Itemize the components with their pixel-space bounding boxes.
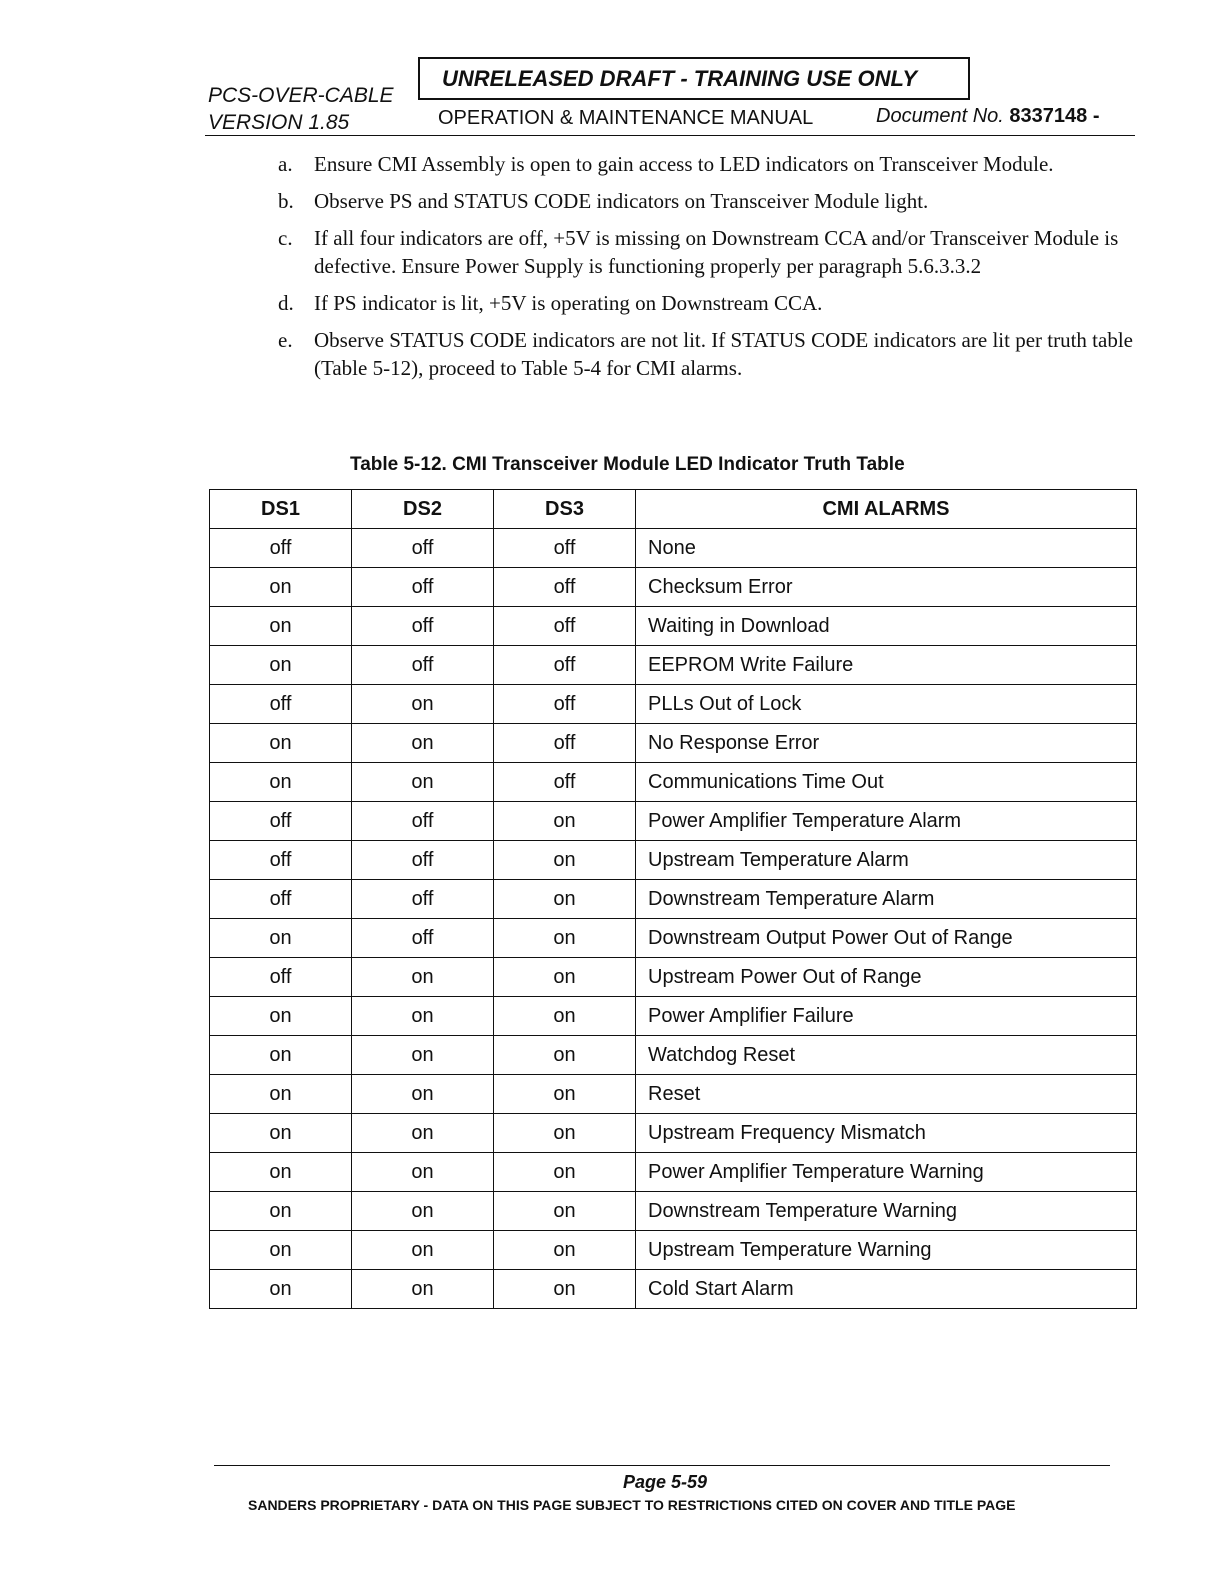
ds2-cell: on bbox=[352, 685, 494, 724]
ds2-cell: on bbox=[352, 1153, 494, 1192]
alarm-cell: Downstream Temperature Alarm bbox=[636, 880, 1137, 919]
ds2-cell: off bbox=[352, 646, 494, 685]
header-divider bbox=[205, 135, 1135, 136]
ds1-cell: off bbox=[210, 880, 352, 919]
ds2-cell: on bbox=[352, 1114, 494, 1153]
ds1-cell: off bbox=[210, 685, 352, 724]
ds3-cell: on bbox=[494, 1270, 636, 1309]
table-row bbox=[210, 1192, 1137, 1231]
ds3-cell: on bbox=[494, 1153, 636, 1192]
document-number-value: 8337148 - bbox=[1009, 105, 1100, 127]
table-row bbox=[210, 685, 1137, 724]
alarm-cell: None bbox=[636, 529, 1137, 568]
table-row bbox=[210, 1075, 1137, 1114]
header-cmi-alarms: CMI ALARMS bbox=[636, 490, 1137, 529]
alarm-cell: Upstream Frequency Mismatch bbox=[636, 1114, 1137, 1153]
alarm-cell: Checksum Error bbox=[636, 568, 1137, 607]
table-row bbox=[210, 646, 1137, 685]
alarm-cell: No Response Error bbox=[636, 724, 1137, 763]
ds3-cell: off bbox=[494, 568, 636, 607]
alarm-cell: Reset bbox=[636, 1075, 1137, 1114]
ds1-cell: on bbox=[210, 1192, 352, 1231]
alarm-cell: Upstream Temperature Warning bbox=[636, 1231, 1137, 1270]
ds2-cell: on bbox=[352, 1192, 494, 1231]
table-body bbox=[210, 529, 1137, 1309]
table-row bbox=[210, 841, 1137, 880]
procedure-steps bbox=[278, 150, 1138, 391]
table-row bbox=[210, 1036, 1137, 1075]
header-ds2: DS2 bbox=[352, 490, 494, 529]
step-text: If PS indicator is lit, +5V is operating on Downstream CCA. bbox=[314, 291, 823, 315]
step-text: Ensure CMI Assembly is open to gain access to LED indicators on Transceiver Module. bbox=[314, 152, 1054, 176]
page-number: Page 5-59 bbox=[622, 1472, 708, 1492]
document-number bbox=[876, 105, 1099, 128]
footer-divider bbox=[214, 1465, 1110, 1466]
alarm-cell: Upstream Temperature Alarm bbox=[636, 841, 1137, 880]
ds1-cell: on bbox=[210, 646, 352, 685]
table-row bbox=[210, 919, 1137, 958]
ds2-cell: off bbox=[352, 529, 494, 568]
ds1-cell: on bbox=[210, 724, 352, 763]
ds1-cell: on bbox=[210, 763, 352, 802]
ds2-cell: on bbox=[352, 997, 494, 1036]
version-label: VERSION 1.85 bbox=[208, 111, 350, 134]
step-a bbox=[278, 150, 1138, 178]
ds1-cell: off bbox=[210, 529, 352, 568]
ds2-cell: off bbox=[352, 841, 494, 880]
ds3-cell: off bbox=[494, 724, 636, 763]
ds3-cell: off bbox=[494, 607, 636, 646]
alarm-cell: Power Amplifier Temperature Alarm bbox=[636, 802, 1137, 841]
ds3-cell: on bbox=[494, 1036, 636, 1075]
ds1-cell: on bbox=[210, 607, 352, 646]
ds3-cell: on bbox=[494, 1114, 636, 1153]
step-letter: c. bbox=[278, 226, 293, 250]
ds3-cell: off bbox=[494, 529, 636, 568]
table-row bbox=[210, 568, 1137, 607]
step-text: Observe PS and STATUS CODE indicators on Transceiver Module light. bbox=[314, 189, 929, 213]
table-row bbox=[210, 763, 1137, 802]
ds3-cell: on bbox=[494, 919, 636, 958]
ds2-cell: on bbox=[352, 958, 494, 997]
ds2-cell: on bbox=[352, 1036, 494, 1075]
ds1-cell: on bbox=[210, 568, 352, 607]
ds3-cell: off bbox=[494, 763, 636, 802]
alarm-cell: Cold Start Alarm bbox=[636, 1270, 1137, 1309]
ds1-cell: off bbox=[210, 802, 352, 841]
table-title: Table 5-12. CMI Transceiver Module LED Indicator Truth Table bbox=[350, 454, 905, 475]
header-ds1: DS1 bbox=[210, 490, 352, 529]
ds2-cell: off bbox=[352, 568, 494, 607]
ds3-cell: on bbox=[494, 1231, 636, 1270]
step-letter: e. bbox=[278, 328, 293, 352]
step-text: If all four indicators are off, +5V is missing on Downstream CCA and/or Transceiver Module is defective. Ensure Power Supply is functioning properly per paragraph 5.6.3.3.2 bbox=[314, 226, 1119, 278]
table-row bbox=[210, 529, 1137, 568]
alarm-cell: Upstream Power Out of Range bbox=[636, 958, 1137, 997]
manual-title: OPERATION & MAINTENANCE MANUAL bbox=[438, 107, 814, 129]
step-e bbox=[278, 326, 1138, 382]
step-letter: d. bbox=[278, 291, 294, 315]
ds3-cell: on bbox=[494, 802, 636, 841]
step-b bbox=[278, 187, 1138, 215]
ds1-cell: off bbox=[210, 841, 352, 880]
table-header-row bbox=[210, 490, 1137, 529]
ds2-cell: off bbox=[352, 607, 494, 646]
table-row bbox=[210, 724, 1137, 763]
ds1-cell: on bbox=[210, 1153, 352, 1192]
ds1-cell: on bbox=[210, 1036, 352, 1075]
ds3-cell: on bbox=[494, 841, 636, 880]
ds1-cell: on bbox=[210, 919, 352, 958]
alarm-cell: Power Amplifier Temperature Warning bbox=[636, 1153, 1137, 1192]
ds1-cell: on bbox=[210, 1075, 352, 1114]
table-row bbox=[210, 1114, 1137, 1153]
ds3-cell: on bbox=[494, 880, 636, 919]
ds1-cell: on bbox=[210, 997, 352, 1036]
product-name: PCS-OVER-CABLE bbox=[208, 84, 394, 107]
alarm-cell: Power Amplifier Failure bbox=[636, 997, 1137, 1036]
table-row bbox=[210, 958, 1137, 997]
step-d bbox=[278, 289, 1138, 317]
ds2-cell: on bbox=[352, 1075, 494, 1114]
ds1-cell: on bbox=[210, 1231, 352, 1270]
table-row bbox=[210, 1270, 1137, 1309]
table-row bbox=[210, 607, 1137, 646]
alarm-cell: Waiting in Download bbox=[636, 607, 1137, 646]
table-row bbox=[210, 880, 1137, 919]
alarm-cell: Communications Time Out bbox=[636, 763, 1137, 802]
alarm-cell: PLLs Out of Lock bbox=[636, 685, 1137, 724]
draft-notice-box bbox=[418, 57, 970, 100]
table-row bbox=[210, 997, 1137, 1036]
step-letter: a. bbox=[278, 152, 293, 176]
ds3-cell: off bbox=[494, 646, 636, 685]
ds2-cell: off bbox=[352, 802, 494, 841]
alarm-cell: Downstream Output Power Out of Range bbox=[636, 919, 1137, 958]
step-c bbox=[278, 224, 1138, 280]
step-letter: b. bbox=[278, 189, 294, 213]
ds3-cell: on bbox=[494, 997, 636, 1036]
ds3-cell: off bbox=[494, 685, 636, 724]
alarm-cell: Watchdog Reset bbox=[636, 1036, 1137, 1075]
ds3-cell: on bbox=[494, 958, 636, 997]
table-row bbox=[210, 1153, 1137, 1192]
ds1-cell: on bbox=[210, 1270, 352, 1309]
ds2-cell: off bbox=[352, 919, 494, 958]
draft-notice-text: UNRELEASED DRAFT - TRAINING USE ONLY bbox=[442, 65, 918, 91]
ds3-cell: on bbox=[494, 1075, 636, 1114]
ds2-cell: on bbox=[352, 724, 494, 763]
alarm-cell: EEPROM Write Failure bbox=[636, 646, 1137, 685]
document-number-label: Document No. bbox=[876, 105, 1004, 127]
alarm-cell: Downstream Temperature Warning bbox=[636, 1192, 1137, 1231]
ds1-cell: on bbox=[210, 1114, 352, 1153]
ds2-cell: off bbox=[352, 880, 494, 919]
header-ds3: DS3 bbox=[494, 490, 636, 529]
table-row bbox=[210, 1231, 1137, 1270]
ds2-cell: on bbox=[352, 1231, 494, 1270]
ds2-cell: on bbox=[352, 763, 494, 802]
truth-table bbox=[209, 489, 1137, 1309]
ds1-cell: off bbox=[210, 958, 352, 997]
ds3-cell: on bbox=[494, 1192, 636, 1231]
proprietary-notice: SANDERS PROPRIETARY - DATA ON THIS PAGE SUBJECT TO RESTRICTIONS CITED ON COVER AND TITLE PAGE bbox=[248, 1497, 1016, 1513]
table-row bbox=[210, 802, 1137, 841]
step-text: Observe STATUS CODE indicators are not lit. If STATUS CODE indicators are lit per truth table (Table 5-12), proceed to Table 5-4 for CMI alarms. bbox=[314, 328, 1133, 380]
ds2-cell: on bbox=[352, 1270, 494, 1309]
